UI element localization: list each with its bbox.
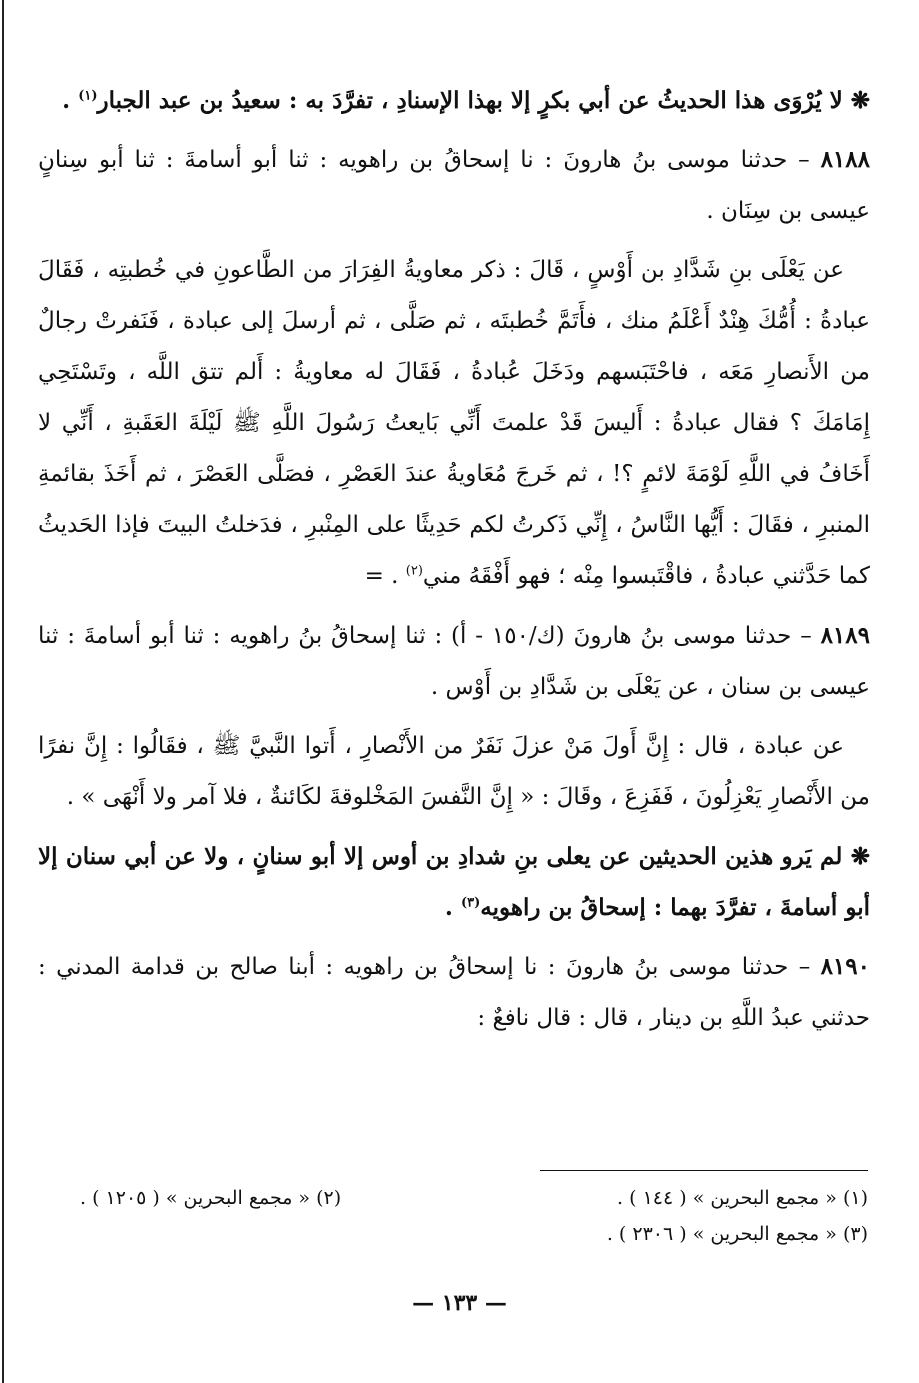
footnote-ref: (١) bbox=[78, 88, 98, 104]
asterisk-marker: ❋ bbox=[850, 87, 870, 114]
paragraph-text: لا يُرْوَى هذا الحديثُ عن أبي بكرٍ إلا بهذا الإسنادِ ، تفرَّدَ به : سعيدُ بن عبد الجبار bbox=[97, 87, 843, 114]
page-edge-line bbox=[2, 0, 4, 1383]
hadith-8188-isnad bbox=[38, 134, 870, 237]
footnote-2: (٢) « مجمع البحرين » ( ١٢٠٥ ) . bbox=[80, 1187, 342, 1209]
footnote-divider bbox=[540, 1170, 868, 1171]
hadith-number: ٨١٨٩ bbox=[820, 622, 870, 649]
footnote-row-1 bbox=[80, 1180, 868, 1216]
paragraph-tail: . bbox=[444, 894, 461, 921]
paragraph-text: عن يَعْلَى بنِ شَدَّادِ بن أَوْسٍ ، قَالَ : ذكر معاويةُ الفِرَارَ من الطَّاعونِ في خُطبتِه ، فَقَالَ عبادةُ : أُمُّكَ هِنْدٌ أَعْلَمُ منك ، فأَتَمَّ خُطبتَه ، ثم صَلَّى ، ثم أرسلَ إلى عبادة ، فَنَفرتْ رجالٌ من الأَنصارِ مَعَه ، فاحْتَبَسهم ودَخَلَ عُبادةُ ، فَقَالَ له معاويةُ : أَلم تتق اللَّه ، وتَسْتَحِي إِمَامَكَ ؟ فقال عبادةُ : أَليسَ قَدْ علمتَ أَنِّي بَايعتُ رَسُولَ اللَّهِ ﷺ لَيْلَةَ العَقَبةِ ، أَنِّي لا أَخَافُ في اللَّهِ لَوْمَةَ لائمٍ ؟! ، ثم خَرجَ مُعَاويةُ عندَ العَصْرِ ، فصَلَّى العَصْرَ ، ثم أَخَذَ بقائمةِ المنبرِ ، فقَالَ : أَيُّها النَّاسُ ، إِنِّي ذَكرتُ لكم حَدِيثًا على المِنْبرِ ، فدَخلتُ البيتَ فإذا الحَديثُ كما حَدَّثني عبادةُ ، فاقْتَبسوا مِنْه ؛ فهو أَفْقَهُ مني bbox=[38, 257, 870, 589]
footnotes bbox=[80, 1180, 868, 1252]
footnote-ref: (٣) bbox=[460, 895, 481, 911]
footnote-ref: (٢) bbox=[405, 563, 423, 579]
paragraph-text: – حدثنا موسى بنُ هارونَ : نا إسحاقُ بن راهويه : أبنا صالح بن قدامة المدني : حدثني عبدُ اللَّهِ بن دينار ، قال : قال نافعٌ : bbox=[38, 954, 870, 1031]
hadith-8189-matn bbox=[38, 721, 870, 823]
paragraph-tail: . = bbox=[364, 563, 406, 589]
main-text bbox=[38, 75, 870, 1052]
paragraph-note-1 bbox=[38, 75, 870, 126]
paragraph-note-2 bbox=[38, 831, 870, 933]
hadith-8189-isnad bbox=[38, 610, 870, 713]
page-number: — ١٣٣ — bbox=[412, 1290, 507, 1316]
footnote-3: (٣) « مجمع البحرين » ( ٢٣٠٦ ) . bbox=[606, 1223, 868, 1245]
paragraph-text: لم يَرو هذين الحديثين عن يعلى بنِ شدادِ بن أوس إلا أبو سنانٍ ، ولا عن أبي سنان إلا أبو أسامةَ ، تفرَّدَ بهما : إسحاقُ بن راهويه bbox=[38, 843, 870, 921]
hadith-number: ٨١٨٨ bbox=[820, 146, 870, 173]
hadith-number: ٨١٩٠ bbox=[820, 953, 870, 980]
hadith-8190-isnad bbox=[38, 941, 870, 1044]
asterisk-marker: ❋ bbox=[850, 843, 870, 870]
paragraph-text: عن عبادة ، قال : إِنَّ أَولَ مَنْ عزلَ نَفَرٌ من الأَنْصارِ ، أَتوا النَّبيَّ ﷺ ، فقَالُوا : إِنَّ نفرًا من الأَنْصارِ يَعْزِلُونَ ، فَفَزِعَ ، وقَالَ : « إِنَّ النَّفسَ المَخْلوقةَ لكَائنةٌ ، فلا آمر ولا أَنْهَى » . bbox=[38, 733, 870, 810]
footnote-1: (١) « مجمع البحرين » ( ١٤٤ ) . bbox=[617, 1187, 868, 1209]
paragraph-tail: . bbox=[62, 87, 79, 114]
paragraph-text: – حدثنا موسى بنُ هارونَ (ك/١٥٠ - أ) : ثنا إسحاقُ بنُ راهويه : ثنا أبو أسامةَ : ثنا عيسى بن سنان ، عن يَعْلَى بن شَدَّادِ بن أَوْس . bbox=[38, 623, 870, 700]
hadith-8188-matn bbox=[38, 245, 870, 602]
footnote-row-2 bbox=[80, 1216, 868, 1252]
paragraph-text: – حدثنا موسى بنُ هارونَ : نا إسحاقُ بن راهويه : ثنا أبو أسامةَ : ثنا أبو سِنانٍ عيسى بن سِنَان . bbox=[38, 147, 870, 224]
